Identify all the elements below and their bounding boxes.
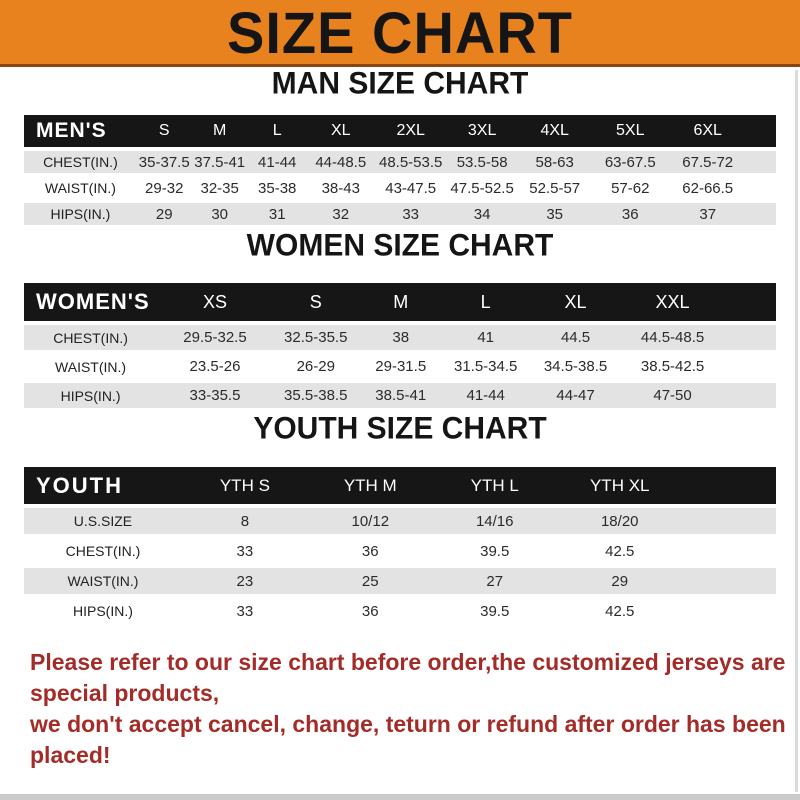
men-size-table: [24, 111, 776, 229]
value-cell: 44-47: [529, 383, 623, 408]
value-cell: 33: [375, 203, 447, 225]
value-cell: 31.5-34.5: [443, 354, 529, 379]
size-header-cell: YTH S: [182, 467, 308, 504]
row-label-cell: U.S.SIZE: [24, 508, 182, 534]
row-label-cell: HIPS(IN.): [24, 598, 182, 624]
table-header-row: [24, 283, 776, 321]
value-cell: 62-66.5: [669, 177, 747, 199]
value-cell: 26-29: [273, 354, 359, 379]
value-cell: 27: [433, 568, 557, 594]
value-cell: 38-43: [307, 177, 375, 199]
value-cell: 29.5-32.5: [157, 325, 273, 350]
value-cell: 35: [518, 203, 592, 225]
value-cell: 38: [359, 325, 443, 350]
row-label-cell: HIPS(IN.): [24, 383, 157, 408]
value-cell: 34.5-38.5: [529, 354, 623, 379]
table-title-cell: MEN'S: [24, 115, 137, 147]
size-header-cell: XL: [529, 283, 623, 321]
value-cell: 58-63: [518, 151, 592, 173]
table-header-row: [24, 467, 776, 504]
size-header-cell: S: [137, 115, 192, 147]
row-label-cell: CHEST(IN.): [24, 325, 157, 350]
value-cell: 29: [137, 203, 192, 225]
value-cell: 23.5-26: [157, 354, 273, 379]
table-row: [24, 325, 776, 350]
row-label-cell: CHEST(IN.): [24, 151, 137, 173]
size-header-cell: 5XL: [592, 115, 669, 147]
spacer-cell: [747, 151, 776, 173]
value-cell: 38.5-42.5: [623, 354, 723, 379]
banner-title: SIZE CHART: [227, 0, 573, 65]
spacer-cell: [747, 203, 776, 225]
spacer-cell: [723, 383, 776, 408]
value-cell: 32.5-35.5: [273, 325, 359, 350]
size-header-cell: M: [192, 115, 248, 147]
value-cell: 31: [248, 203, 307, 225]
table-header-row: [24, 115, 776, 147]
disclaimer-line-2: we don't accept cancel, change, teturn or refund after order has been placed!: [30, 711, 786, 768]
spacer-cell: [683, 467, 776, 504]
value-cell: 41-44: [248, 151, 307, 173]
size-header-cell: L: [248, 115, 307, 147]
size-header-cell: 2XL: [375, 115, 447, 147]
table-row: [24, 568, 776, 594]
value-cell: 37: [669, 203, 747, 225]
value-cell: 33-35.5: [157, 383, 273, 408]
size-header-cell: XXL: [623, 283, 723, 321]
value-cell: 41-44: [443, 383, 529, 408]
youth-section-heading: YOUTH SIZE CHART: [253, 411, 547, 446]
value-cell: 67.5-72: [669, 151, 747, 173]
value-cell: 35-37.5: [137, 151, 192, 173]
table-row: [24, 354, 776, 379]
spacer-cell: [683, 538, 776, 564]
value-cell: 43-47.5: [375, 177, 447, 199]
women-size-table: [24, 279, 776, 412]
value-cell: 18/20: [557, 508, 683, 534]
spacer-cell: [723, 325, 776, 350]
spacer-cell: [683, 508, 776, 534]
size-header-cell: L: [443, 283, 529, 321]
value-cell: 30: [192, 203, 248, 225]
value-cell: 37.5-41: [192, 151, 248, 173]
value-cell: 41: [443, 325, 529, 350]
disclaimer-line-1: Please refer to our size chart before order,the customized jerseys are special products,: [30, 649, 786, 706]
size-header-cell: M: [359, 283, 443, 321]
value-cell: 35-38: [248, 177, 307, 199]
value-cell: 36: [592, 203, 669, 225]
value-cell: 29-32: [137, 177, 192, 199]
spacer-cell: [747, 177, 776, 199]
spacer-cell: [723, 283, 776, 321]
value-cell: 29-31.5: [359, 354, 443, 379]
value-cell: 52.5-57: [518, 177, 592, 199]
value-cell: 44.5: [529, 325, 623, 350]
value-cell: 38.5-41: [359, 383, 443, 408]
table-row: [24, 383, 776, 408]
row-label-cell: WAIST(IN.): [24, 354, 157, 379]
table-row: [24, 508, 776, 534]
size-header-cell: 4XL: [518, 115, 592, 147]
value-cell: 29: [557, 568, 683, 594]
value-cell: 35.5-38.5: [273, 383, 359, 408]
disclaimer-notes: [0, 647, 800, 771]
value-cell: 33: [182, 598, 308, 624]
spacer-cell: [747, 115, 776, 147]
value-cell: 44.5-48.5: [623, 325, 723, 350]
value-cell: 32: [307, 203, 375, 225]
value-cell: 53.5-58: [447, 151, 518, 173]
value-cell: 42.5: [557, 598, 683, 624]
size-header-cell: 3XL: [447, 115, 518, 147]
row-label-cell: WAIST(IN.): [24, 177, 137, 199]
size-header-cell: XL: [307, 115, 375, 147]
row-label-cell: WAIST(IN.): [24, 568, 182, 594]
value-cell: 33: [182, 538, 308, 564]
table-title-cell: YOUTH: [24, 467, 182, 504]
size-header-cell: 6XL: [669, 115, 747, 147]
spacer-cell: [723, 354, 776, 379]
size-chart-banner: [0, 0, 800, 67]
value-cell: 10/12: [308, 508, 433, 534]
women-section-heading: WOMEN SIZE CHART: [246, 228, 554, 263]
value-cell: 14/16: [433, 508, 557, 534]
size-header-cell: YTH M: [308, 467, 433, 504]
table-row: [24, 203, 776, 225]
value-cell: 25: [308, 568, 433, 594]
table-row: [24, 177, 776, 199]
row-label-cell: HIPS(IN.): [24, 203, 137, 225]
value-cell: 34: [447, 203, 518, 225]
size-header-cell: YTH L: [433, 467, 557, 504]
youth-size-table: [24, 463, 776, 628]
value-cell: 48.5-53.5: [375, 151, 447, 173]
value-cell: 32-35: [192, 177, 248, 199]
spacer-cell: [683, 598, 776, 624]
man-section-heading: MAN SIZE CHART: [271, 66, 529, 101]
table-row: [24, 538, 776, 564]
value-cell: 23: [182, 568, 308, 594]
bottom-edge-shade: [0, 794, 800, 800]
size-header-cell: S: [273, 283, 359, 321]
value-cell: 36: [308, 538, 433, 564]
table-title-cell: WOMEN'S: [24, 283, 157, 321]
table-row: [24, 598, 776, 624]
table-row: [24, 151, 776, 173]
size-header-cell: XS: [157, 283, 273, 321]
value-cell: 39.5: [433, 598, 557, 624]
size-header-cell: YTH XL: [557, 467, 683, 504]
right-edge-shade: [795, 70, 798, 792]
value-cell: 36: [308, 598, 433, 624]
value-cell: 39.5: [433, 538, 557, 564]
value-cell: 47-50: [623, 383, 723, 408]
value-cell: 44-48.5: [307, 151, 375, 173]
spacer-cell: [683, 568, 776, 594]
row-label-cell: CHEST(IN.): [24, 538, 182, 564]
value-cell: 47.5-52.5: [447, 177, 518, 199]
value-cell: 42.5: [557, 538, 683, 564]
value-cell: 8: [182, 508, 308, 534]
value-cell: 63-67.5: [592, 151, 669, 173]
value-cell: 57-62: [592, 177, 669, 199]
